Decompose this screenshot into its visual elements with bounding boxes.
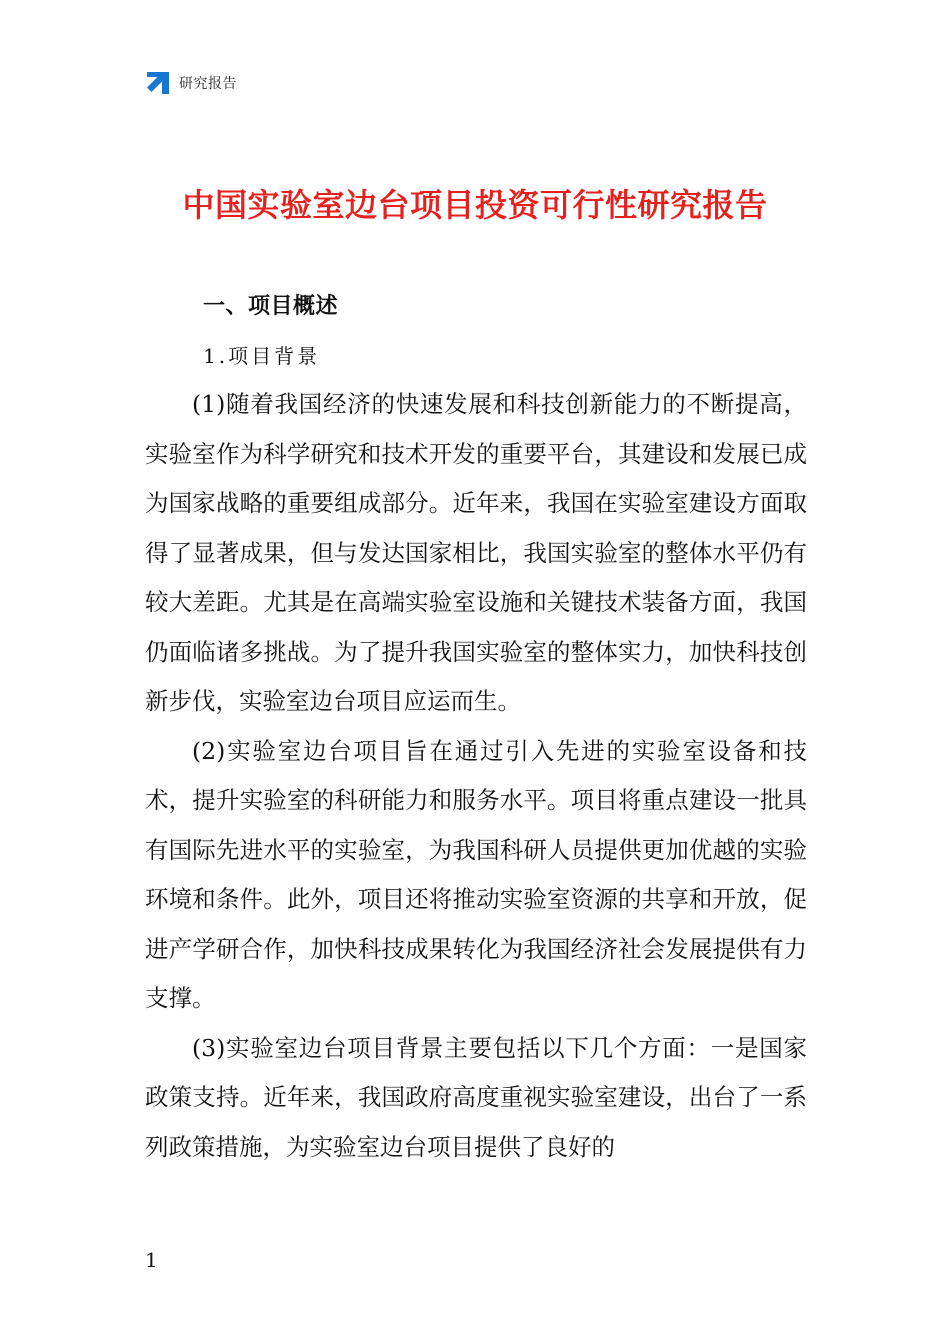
paragraph-1: (1)随着我国经济的快速发展和科技创新能力的不断提高，实验室作为科学研究和技术开发的重要平台，其建设和发展已成为国家战略的重要组成部分。近年来，我国在实验室建设方面取得了显著成果，但与发达国家相比，我国实验室的整体水平仍有较大差距。尤其是在高端实验室设施和关键技术装备方面，我国仍面临诸多挑战。为了提升我国实验室的整体实力，加快科技创新步伐，实验室边台项目应运而生。: [145, 390, 807, 715]
paragraph-3: (3)实验室边台项目背景主要包括以下几个方面：一是国家政策支持。近年来，我国政府高度重视实验室建设，出台了一系列政策措施，为实验室边台项目提供了良好的: [145, 1033, 807, 1161]
body-text: [145, 380, 807, 1172]
section-heading: 一、项目概述: [203, 294, 339, 319]
subsection-heading: 1.项目背景: [203, 344, 321, 368]
arrow-logo-icon: [145, 70, 171, 96]
page-number: 1: [145, 1248, 158, 1272]
page-header: [145, 68, 237, 98]
document-title: 中国实验室边台项目投资可行性研究报告: [182, 186, 768, 224]
header-label: 研究报告: [179, 76, 237, 92]
paragraph-2: (2)实验室边台项目旨在通过引入先进的实验室设备和技术，提升实验室的科研能力和服务水平。项目将重点建设一批具有国际先进水平的实验室，为我国科研人员提供更加优越的实验环境和条件。此外，项目还将推动实验室资源的共享和开放，促进产学研合作，加快科技成果转化为我国经济社会发展提供有力支撑。: [145, 736, 807, 1012]
